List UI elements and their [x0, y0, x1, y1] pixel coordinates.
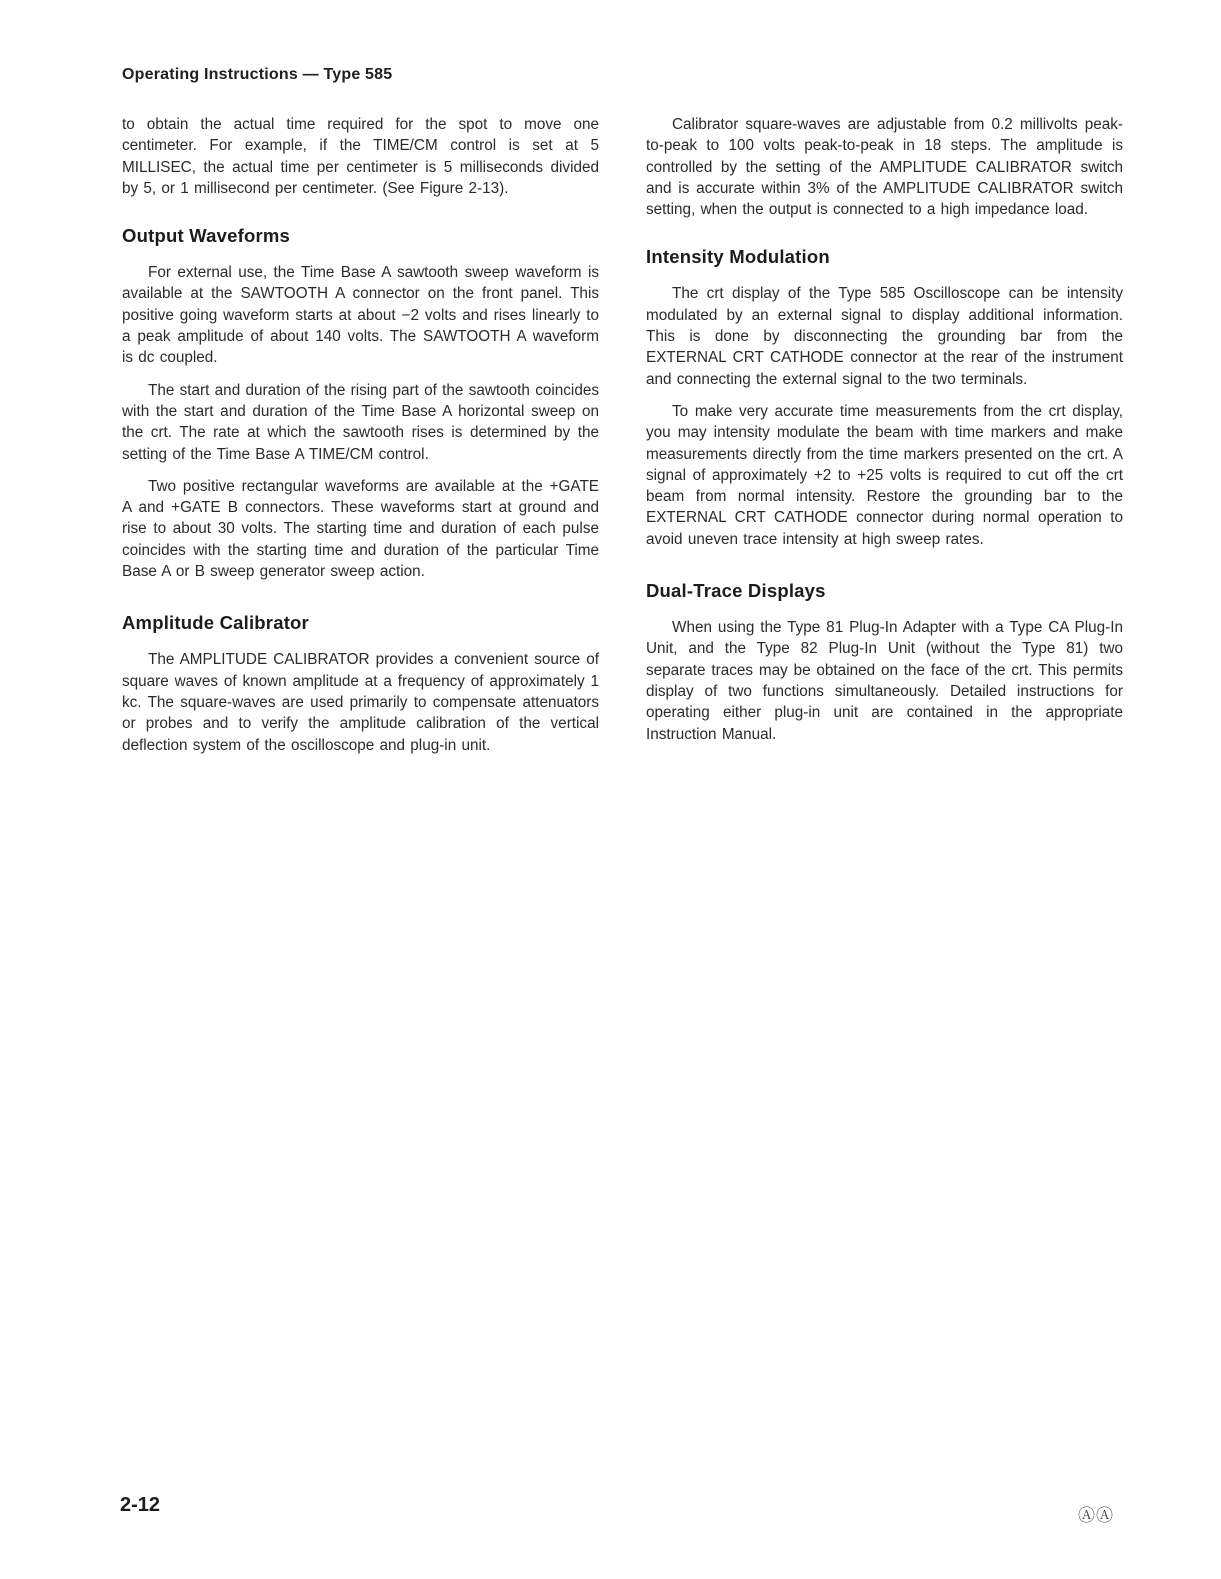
paragraph-gate-waveforms: Two positive rectangular waveforms are available at the +GATE A and +GATE B connectors. These waveforms start at ground and rise to about 30 volts. The starting time and duration of each pulse coincides with the starting time and duration of the particular Time Base A or B sweep generator sweep action. — [122, 477, 599, 581]
section-heading-amplitude-calibrator: Amplitude Calibrator — [122, 612, 309, 634]
paragraph-time-markers: To make very accurate time measurements from the crt display, you may intensity modulate the beam with time markers and make measurements directly from the time markers presented on the crt. A signal of approximately +2 to +25 volts is required to cut off the crt beam from normal intensity. Restore the grounding bar to the EXTERNAL CRT CATHODE connector during normal operation to avoid uneven trace intensity at high sweep rates. — [646, 402, 1123, 548]
paragraph-timecm-continuation: to obtain the actual time required for the spot to move one centimeter. For example, if the TIME/CM control is set at 5 MILLISEC, the actual time per centimeter is 5 milliseconds divided by 5, or 1 millisecond per centimeter. (See Figure 2-13). — [122, 116, 599, 197]
section-heading-intensity-modulation: Intensity Modulation — [646, 246, 830, 268]
paragraph-dual-trace: When using the Type 81 Plug-In Adapter with a Type CA Plug-In Unit, and the Type 82 Plug-In Unit (without the Type 81) two separate traces may be obtained on the face of the crt. This permits display of two functions simultaneously. Detailed instructions for operating either plug-in unit are contained in the appropriate Instruction Manual. — [646, 619, 1123, 743]
paragraph-intensity-modulation: The crt display of the Type 585 Oscilloscope can be intensity modulated by an external signal to display additional information. This is done by disconnecting the grounding bar from the EXTERNAL CRT CATHODE connector at the rear of the instrument and connecting the external signal to the two terminals. — [646, 285, 1123, 388]
right-column — [646, 114, 1123, 756]
left-column — [122, 114, 599, 767]
section-heading-output-waveforms: Output Waveforms — [122, 225, 290, 247]
paragraph-sawtooth-timing: The start and duration of the rising part of the sawtooth coincides with the start and duration of the Time Base A horizontal sweep on the crt. The rate at which the sawtooth rises is determined by the setting of the Time Base A TIME/CM control. — [122, 381, 599, 463]
paragraph-calibrator-squarewaves: Calibrator square-waves are adjustable from 0.2 millivolts peak-to-peak to 100 volts peak-to-peak in 18 steps. The amplitude is controlled by the setting of the AMPLITUDE CALIBRATOR switch and is accurate within 3% of the AMPLITUDE CALIBRATOR switch setting, when the output is connected to a high impedance load. — [646, 116, 1123, 219]
section-heading-dual-trace-displays: Dual-Trace Displays — [646, 580, 826, 602]
paragraph-sawtooth-waveform: For external use, the Time Base A sawtooth sweep waveform is available at the SAWTOOTH A connector on the front panel. This positive going waveform starts at about −2 volts and rises linearly to a peak amplitude of about 140 volts. The SAWTOOTH A waveform is dc coupled. — [122, 264, 599, 367]
page-number: 2-12 — [120, 1494, 161, 1516]
printer-marks: ⒶⒶ — [1078, 1506, 1114, 1525]
page-header: Operating Instructions — Type 585 — [122, 66, 393, 83]
paragraph-amplitude-calibrator: The AMPLITUDE CALIBRATOR provides a convenient source of square waves of known amplitude at a frequency of approximately 1 kc. The square-waves are used primarily to compensate attenuators or probes and to verify the amplitude calibration of the vertical deflection system of the oscilloscope and plug-in unit. — [122, 651, 599, 754]
